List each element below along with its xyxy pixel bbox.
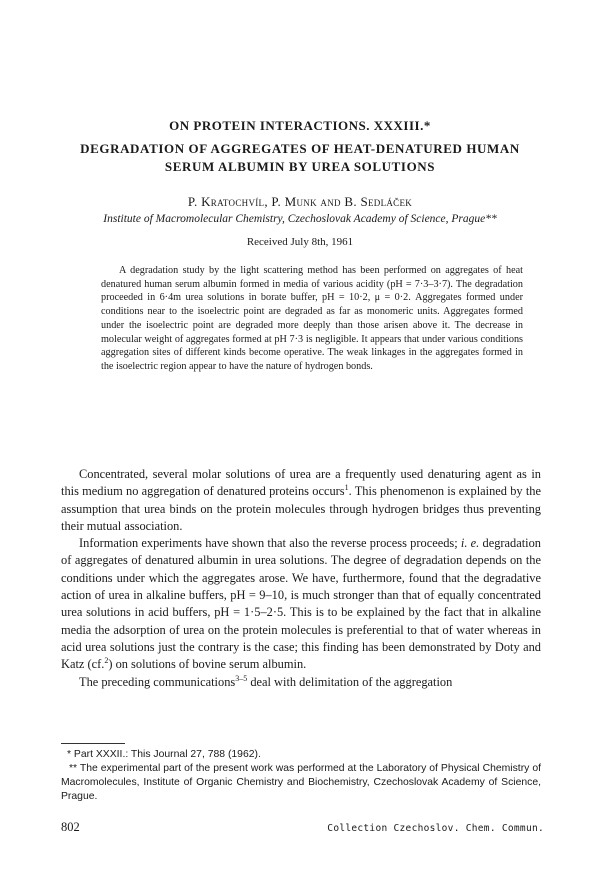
body-text: [61, 466, 541, 691]
article-title: [40, 140, 560, 176]
series-title: ON PROTEIN INTERACTIONS. XXXIII.*: [169, 118, 431, 133]
p2-text: degradation of aggregates of denatured albumin in urea solutions. The degree of degradation depends on the conditions under which the aggregates arose. We have, furthermore, found that the degradative action of urea in alkaline buffers, pH = 9–10, is much stronger than that of equally concentrated urea solutions in acid buffers, pH = 1·5–2·5. This is to be explained by the fact that in alkaline media the adsorption of urea on the protein molecules is preferential to that of water whereas in acid urea solutions just the contrary is the case; this finding has been demonstrated by Doty and Katz (cf.: [61, 536, 541, 672]
footnotes: [61, 748, 541, 804]
journal-name: Collection Czechoslov. Chem. Commun.: [327, 823, 544, 834]
paragraph-3: [61, 674, 541, 691]
footnote-2: ** The experimental part of the present work was performed at the Laboratory of Physical Chemistry of Macromolecules, Institute of Organic Chemistry and Biochemistry, Czechoslovak Academy of Science, Prague.: [61, 763, 541, 802]
ref-2: 2: [104, 656, 109, 666]
p3-text: The preceding communications: [79, 674, 236, 689]
p2-ie: i. e.: [460, 536, 480, 551]
affiliation: Institute of Macromolecular Chemistry, Czechoslovak Academy of Science, Prague**: [103, 213, 497, 225]
authors: P. Kratochvíl, P. Munk and B. Sedláček: [187, 194, 413, 209]
ref-3-5: 3–5: [235, 673, 248, 683]
p1-text: Concentrated, several molar solutions of urea are a frequently used denaturing agent as in this medium no aggregation of denatured proteins occurs: [61, 467, 541, 499]
ref-1: 1: [344, 483, 349, 493]
abstract-text: A degradation study by the light scattering method has been performed on aggregates of heat denatured human serum albumin formed in media of various acidity (pH = 7·3–3·7). The degradation proceeded in 6·4m urea solutions in borate buffer, pH = 10·2, μ = 0·2. Aggregates formed under conditions near to the isoelectric point are degraded as far as monomeric units. Aggregates formed under the isoelectric point are degraded more deeply than those arisen above it. The decrease in molecular weight of aggregates formed at pH 7·3 is negligible. It appears that under various conditions aggregation sites of different kinds become operative. The weak linkages in the aggregates formed in the isoelectric region appear to have the nature of hydrogen bonds.: [101, 265, 523, 372]
title-line-2: SERUM ALBUMIN BY UREA SOLUTIONS: [164, 159, 436, 174]
abstract: [101, 264, 523, 374]
footnote-1: * Part XXXII.: This Journal 27, 788 (1962).: [67, 749, 261, 760]
p1-text-2: . This phenomenon is explained by the assumption that urea binds on the protein molecules through hydrogen bridges thus preventing their mutual association.: [61, 484, 542, 533]
paragraph-1: [61, 466, 541, 535]
footnote-rule: [61, 743, 125, 744]
paragraph-2: [61, 535, 541, 673]
p2-start: Information experiments have shown that also the reverse process proceeds;: [79, 536, 461, 551]
p3-end: deal with delimitation of the aggregation: [247, 674, 453, 689]
title-line-1: DEGRADATION OF AGGREGATES OF HEAT-DENATURED HUMAN: [80, 141, 520, 156]
p2-end: ) on solutions of bovine serum albumin.: [108, 657, 307, 672]
page-number: 802: [61, 820, 80, 834]
received-date: Received July 8th, 1961: [246, 236, 354, 248]
